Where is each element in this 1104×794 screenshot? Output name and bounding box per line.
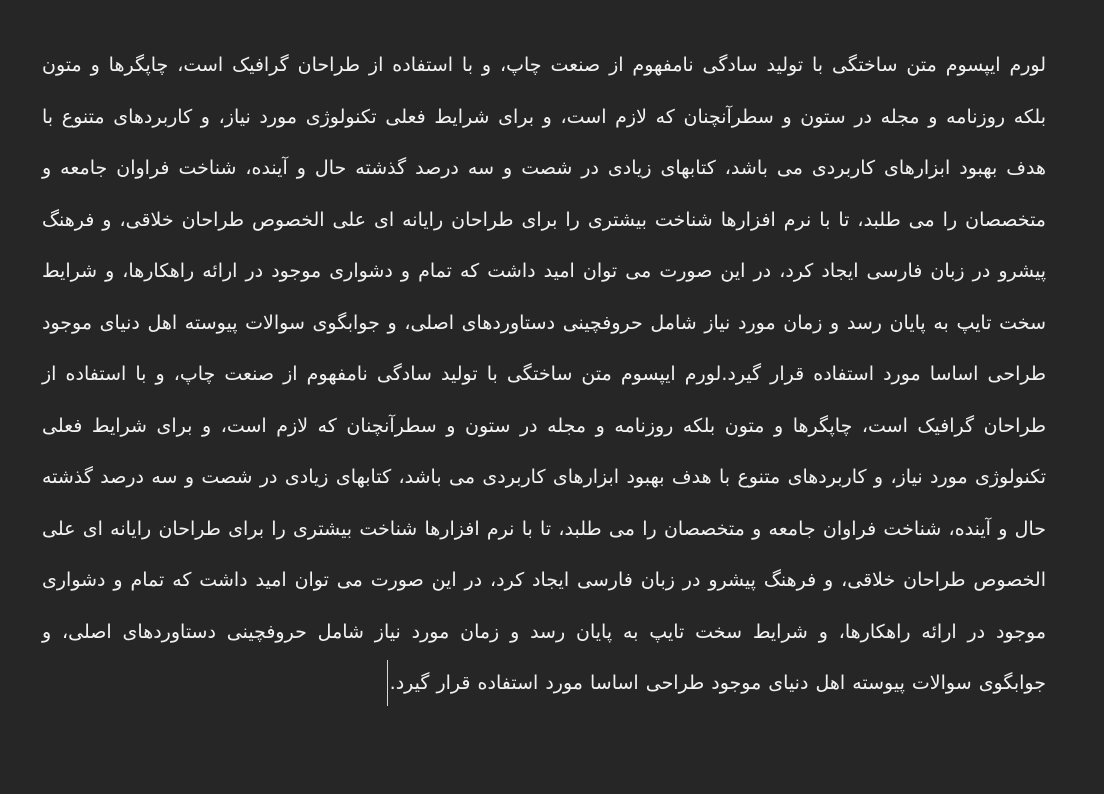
text-cursor xyxy=(387,660,388,706)
paragraph-1: لورم ایپسوم متن ساختگی با تولید سادگی نامفهوم از صنعت چاپ، و با استفاده از طراحان گرافیک است، چاپگرها و متون بلکه روزنامه و مجله در ستون و سطرآنچنان که لازم است، و برای شرایط فعلی تکنولوژی مورد نیاز، و کاربردهای متنوع با هدف بهبود ابزارهای کاربردی می باشد، کتابهای زیادی در شصت و سه درصد گذشته حال و آینده، شناخت فراوان جامعه و متخصصان را می طلبد، تا با نرم افزارها شناخت بیشتری را برای طراحان رایانه ای علی الخصوص طراحان خلاقی، و فرهنگ پیشرو در زبان فارسی ایجاد کرد، در این صورت می توان امید داشت که تمام و دشواری موجود در ارائه راهکارها، و شرایط سخت تایپ به پایان رسد و زمان مورد نیاز شامل حروفچینی دستاوردهای اصلی، و جوابگوی سوالات پیوسته اهل دنیای موجود طراحی اساسا مورد استفاده قرار گیرد. xyxy=(42,54,1046,385)
text-area[interactable] xyxy=(42,40,1046,710)
paragraph-2: لورم ایپسوم متن ساختگی با تولید سادگی نامفهوم از صنعت چاپ، و با استفاده از طراحان گرافیک است، چاپگرها و متون بلکه روزنامه و مجله در ستون و سطرآنچنان که لازم است، و برای شرایط فعلی تکنولوژی مورد نیاز، و کاربردهای متنوع با هدف بهبود ابزارهای کاربردی می باشد، کتابهای زیادی در شصت و سه درصد گذشته حال و آینده، شناخت فراوان جامعه و متخصصان را می طلبد، تا با نرم افزارها شناخت بیشتری را برای طراحان رایانه ای علی الخصوص طراحان خلاقی، و فرهنگ پیشرو در زبان فارسی ایجاد کرد، در این صورت می توان امید داشت که تمام و دشواری موجود در ارائه راهکارها، و شرایط سخت تایپ به پایان رسد و زمان مورد نیاز شامل حروفچینی دستاوردهای اصلی، و جوابگوی سوالات پیوسته اهل دنیای موجود طراحی اساسا مورد استفاده قرار گیرد. xyxy=(42,363,1046,694)
